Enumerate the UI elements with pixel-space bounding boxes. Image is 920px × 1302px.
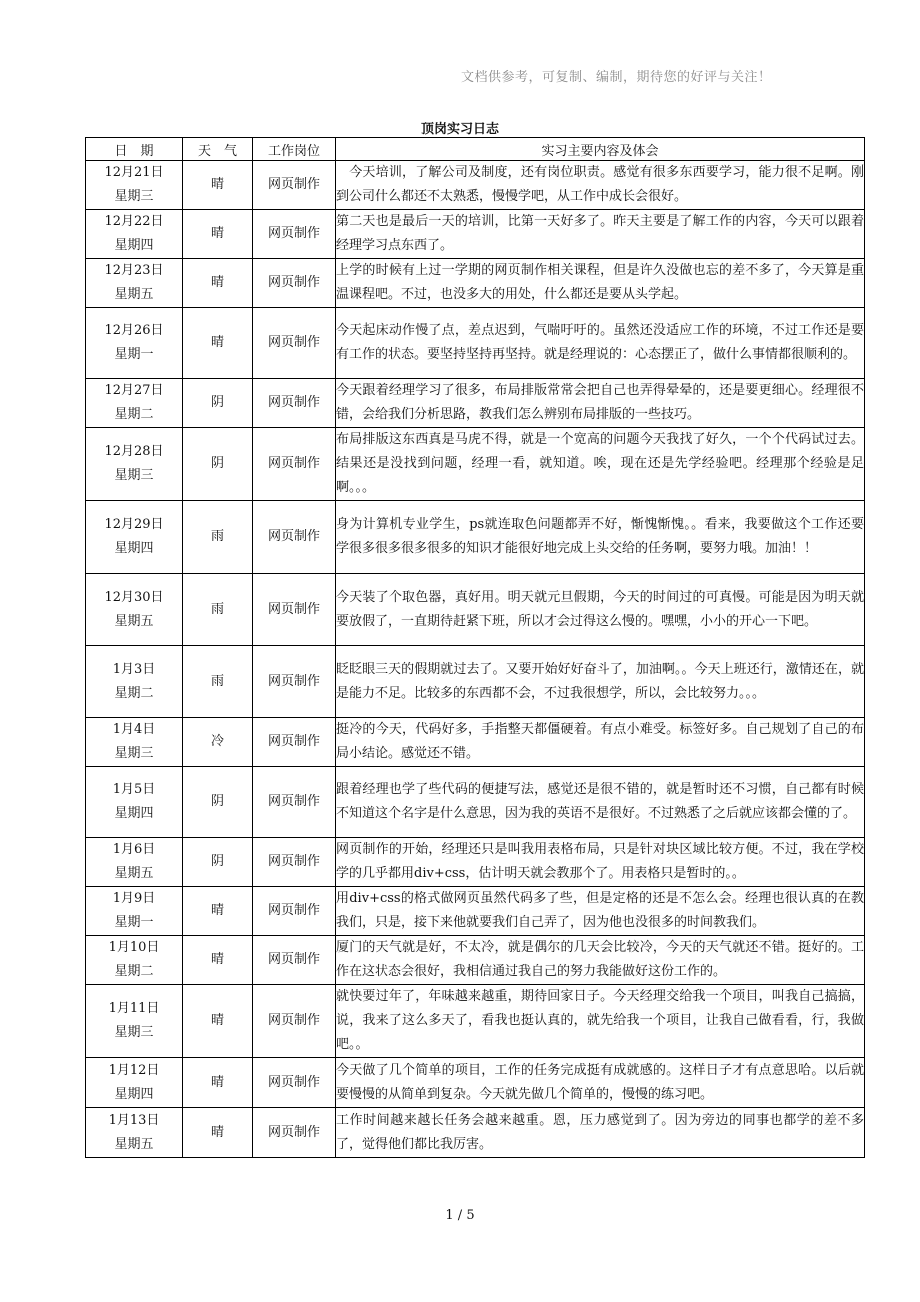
- date-cell: [86, 985, 183, 1058]
- weekday-text: 星期二: [114, 685, 154, 701]
- table-row: [86, 379, 865, 428]
- table-row: [86, 308, 865, 379]
- content-cell: 今天做了几个简单的项目，工作的任务完成挺有成就感的。这样日子才有点意思哈。以后就要慢慢的从简单到复杂。今天就先做几个简单的，慢慢的练习吧。: [336, 1058, 865, 1108]
- content-cell: 今天装了个取色器，真好用。明天就元旦假期，今天的时间过的可真慢。可能是因为明天就要放假了，一直期待赶紧下班，所以才会过得这么慢的。嘿嘿，小小的开心一下吧。: [336, 574, 865, 646]
- weekday-text: 星期三: [114, 189, 154, 204]
- date-cell: [86, 767, 183, 838]
- date-text: 12月26日: [104, 323, 164, 338]
- date-text: 1月5日: [112, 782, 156, 797]
- date-cell: [86, 936, 183, 985]
- weather-cell: 雨: [183, 646, 253, 718]
- content-cell: 上学的时候有上过一学期的网页制作相关课程，但是许久没做也忘的差不多了，今天算是重温课程吧。不过，也没多大的用处，什么都还是要从头学起。: [336, 259, 865, 308]
- weekday-text: 星期五: [114, 1136, 154, 1152]
- weekday-text: 星期五: [114, 866, 154, 881]
- date-text: 12月21日: [104, 165, 164, 180]
- content-cell: 挺冷的今天，代码好多，手指整天都僵硬着。有点小难受。标签好多。自己规划了自己的布局小结论。感觉还不错。: [336, 718, 865, 767]
- table-header-row: [86, 138, 865, 161]
- post-cell: 网页制作: [253, 1108, 336, 1158]
- weather-cell: 晴: [183, 887, 253, 936]
- post-cell: 网页制作: [253, 1058, 336, 1108]
- weather-cell: 晴: [183, 259, 253, 308]
- date-text: 12月29日: [104, 517, 164, 532]
- header-content: 实习主要内容及体会: [336, 138, 865, 161]
- post-cell: 网页制作: [253, 936, 336, 985]
- content-cell: 今天培训，了解公司及制度，还有岗位职责。感觉有很多东西要学习，能力很不足啊。刚到公司什么都还不太熟悉，慢慢学吧，从工作中成长会很好。: [336, 161, 865, 210]
- post-cell: 网页制作: [253, 985, 336, 1058]
- weather-cell: 晴: [183, 210, 253, 259]
- weather-cell: 晴: [183, 1058, 253, 1108]
- weekday-text: 星期五: [114, 287, 154, 302]
- date-text: 12月22日: [104, 214, 164, 229]
- weekday-text: 星期四: [114, 1086, 154, 1102]
- post-cell: 网页制作: [253, 646, 336, 718]
- content-cell: 眨眨眼三天的假期就过去了。又要开始好好奋斗了，加油啊。。今天上班还行，激情还在，就是能力不足。比较多的东西都不会，不过我很想学，所以，会比较努力。。。: [336, 646, 865, 718]
- weekday-text: 星期三: [114, 468, 154, 483]
- date-text: 1月4日: [112, 722, 156, 737]
- table-row: [86, 718, 865, 767]
- post-cell: 网页制作: [253, 308, 336, 379]
- weather-cell: 阴: [183, 767, 253, 838]
- content-cell: 就快要过年了，年味越来越重，期待回家日子。今天经理交给我一个项目，叫我自己搞搞，说，我来了这么多天了，看我也挺认真的，就先给我一个项目，让我自己做看看，行，我做吧。。: [336, 985, 865, 1058]
- date-cell: [86, 887, 183, 936]
- date-cell: [86, 428, 183, 501]
- post-cell: 网页制作: [253, 767, 336, 838]
- date-text: 1月12日: [108, 1062, 160, 1078]
- date-text: 1月9日: [112, 891, 156, 906]
- date-cell: [86, 308, 183, 379]
- date-cell: [86, 210, 183, 259]
- table-row: [86, 767, 865, 838]
- date-text: 12月28日: [104, 444, 164, 459]
- date-cell: [86, 718, 183, 767]
- header-date: 日 期: [86, 138, 183, 161]
- date-cell: [86, 574, 183, 646]
- date-cell: [86, 838, 183, 887]
- table-row: [86, 936, 865, 985]
- weekday-text: 星期五: [114, 613, 154, 629]
- date-text: 1月11日: [108, 1001, 160, 1016]
- page-title: 顶岗实习日志: [420, 122, 499, 137]
- header-post: 工作岗位: [253, 138, 336, 161]
- content-cell: 用div+css的格式做网页虽然代码多了些，但是定格的还是不怎么会。经理也很认真的在教我们，只是，接下来他就要我们自己弄了，因为他也没很多的时间教我们。: [336, 887, 865, 936]
- date-cell: [86, 161, 183, 210]
- weekday-text: 星期三: [114, 1025, 154, 1040]
- weather-cell: 阴: [183, 379, 253, 428]
- weather-cell: 晴: [183, 1108, 253, 1158]
- content-cell: 工作时间越来越长任务会越来越重。恩，压力感觉到了。因为旁边的同事也都学的差不多了，觉得他们都比我厉害。: [336, 1108, 865, 1158]
- date-cell: [86, 501, 183, 574]
- weather-cell: 晴: [183, 308, 253, 379]
- table-row: [86, 210, 865, 259]
- date-cell: [86, 1058, 183, 1108]
- header-weather: 天 气: [183, 138, 253, 161]
- content-cell: 今天跟着经理学习了很多，布局排版常常会把自己也弄得晕晕的，还是要更细心。经理很不错，会给我们分析思路，教我们怎么辨别布局排版的一些技巧。: [336, 379, 865, 428]
- weather-cell: 晴: [183, 936, 253, 985]
- table-row: [86, 259, 865, 308]
- weekday-text: 星期四: [114, 806, 154, 821]
- date-cell: [86, 259, 183, 308]
- weather-cell: 雨: [183, 574, 253, 646]
- table-row: [86, 501, 865, 574]
- date-text: 1月13日: [108, 1112, 160, 1128]
- date-text: 1月10日: [108, 940, 160, 955]
- date-cell: [86, 1108, 183, 1158]
- table-row: [86, 985, 865, 1058]
- table-row: [86, 646, 865, 718]
- content-cell: 网页制作的开始，经理还只是叫我用表格布局，只是针对块区域比较方便。不过，我在学校学的几乎都用div+css，估计明天就会教那个了。用表格只是暂时的。。: [336, 838, 865, 887]
- internship-log-table: [85, 137, 865, 1158]
- date-text: 1月3日: [112, 661, 156, 677]
- content-cell: 跟着经理也学了些代码的便捷写法，感觉还是很不错的，就是暂时还不习惯，自己都有时候不知道这个名字是什么意思，因为我的英语不是很好。不过熟悉了之后就应该都会懂的了。: [336, 767, 865, 838]
- date-cell: [86, 379, 183, 428]
- weather-cell: 雨: [183, 501, 253, 574]
- post-cell: 网页制作: [253, 501, 336, 574]
- table-row: [86, 887, 865, 936]
- weekday-text: 星期二: [114, 407, 154, 422]
- post-cell: 网页制作: [253, 379, 336, 428]
- weather-cell: 阴: [183, 428, 253, 501]
- table-body: [86, 161, 865, 1158]
- content-cell: 布局排版这东西真是马虎不得，就是一个宽高的问题今天我找了好久，一个个代码试过去。结果还是没找到问题，经理一看，就知道。唉，现在还是先学经验吧。经理那个经验是足啊。。。: [336, 428, 865, 501]
- table-row: [86, 1058, 865, 1108]
- table-row: [86, 574, 865, 646]
- table-row: [86, 1108, 865, 1158]
- content-cell: 第二天也是最后一天的培训，比第一天好多了。昨天主要是了解工作的内容，今天可以跟着经理学习点东西了。: [336, 210, 865, 259]
- post-cell: 网页制作: [253, 161, 336, 210]
- weather-cell: 晴: [183, 161, 253, 210]
- post-cell: 网页制作: [253, 428, 336, 501]
- post-cell: 网页制作: [253, 838, 336, 887]
- page-number: 1 / 5: [445, 1208, 475, 1223]
- post-cell: 网页制作: [253, 718, 336, 767]
- date-cell: [86, 646, 183, 718]
- table-row: [86, 428, 865, 501]
- post-cell: 网页制作: [253, 887, 336, 936]
- weekday-text: 星期四: [114, 541, 154, 556]
- weather-cell: 冷: [183, 718, 253, 767]
- table-row: [86, 838, 865, 887]
- watermark-text: 文档供参考，可复制、编制，期待您的好评与关注！: [461, 70, 772, 85]
- weekday-text: 星期一: [114, 915, 154, 930]
- content-cell: 厦门的天气就是好，不太冷，就是偶尔的几天会比较冷，今天的天气就还不错。挺好的。工作在这状态会很好，我相信通过我自己的努力我能做好这份工作的。: [336, 936, 865, 985]
- weekday-text: 星期三: [114, 746, 154, 761]
- content-cell: 身为计算机专业学生，ps就连取色问题都弄不好，惭愧惭愧。。看来，我要做这个工作还要学很多很多很多很多的知识才能很好地完成上头交给的任务啊，要努力哦。加油！！: [336, 501, 865, 574]
- weather-cell: 阴: [183, 838, 253, 887]
- post-cell: 网页制作: [253, 574, 336, 646]
- weather-cell: 晴: [183, 985, 253, 1058]
- weekday-text: 星期一: [114, 347, 154, 362]
- date-text: 12月30日: [104, 589, 164, 605]
- date-text: 12月27日: [104, 383, 164, 398]
- table-row: [86, 161, 865, 210]
- post-cell: 网页制作: [253, 210, 336, 259]
- content-cell: 今天起床动作慢了点，差点迟到，气喘吁吁的。虽然还没适应工作的环境，不过工作还是要有工作的状态。要坚持坚持再坚持。就是经理说的：心态摆正了，做什么事情都很顺利的。: [336, 308, 865, 379]
- weekday-text: 星期二: [114, 964, 154, 979]
- post-cell: 网页制作: [253, 259, 336, 308]
- date-text: 1月6日: [112, 842, 156, 857]
- date-text: 12月23日: [104, 263, 164, 278]
- weekday-text: 星期四: [114, 238, 154, 253]
